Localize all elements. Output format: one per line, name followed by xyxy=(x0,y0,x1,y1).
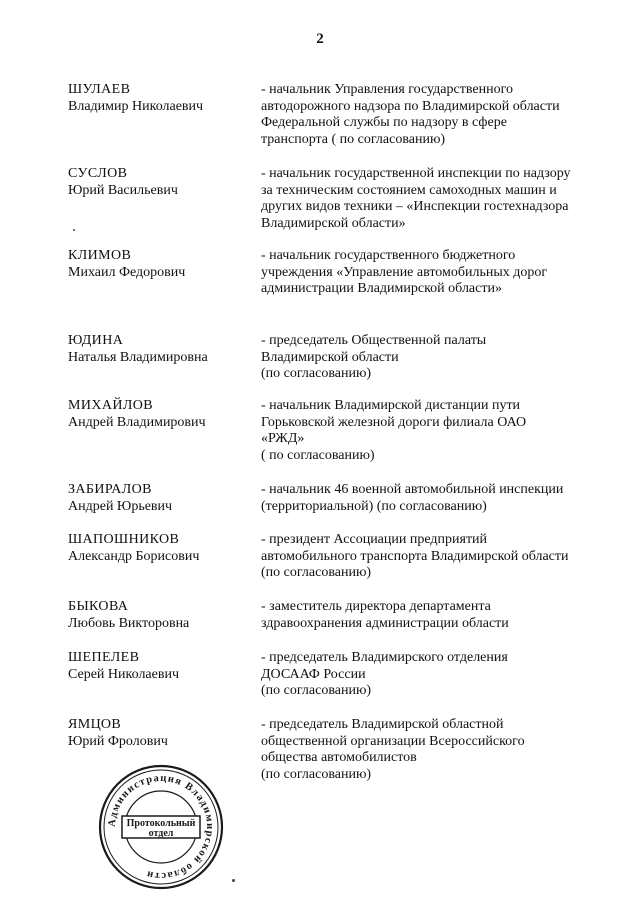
member-given-names: Юрий Васильевич xyxy=(68,182,178,198)
member-role-line: общества автомобилистов xyxy=(261,750,417,765)
protocol-department-stamp xyxy=(96,762,226,892)
stamp-center-line-2: отдел xyxy=(148,828,174,839)
member-role xyxy=(261,248,621,298)
member-role-line: (по согласованию) xyxy=(261,683,372,698)
member-role xyxy=(261,333,621,383)
scan-speck xyxy=(232,879,235,882)
member-name xyxy=(68,398,248,431)
member-role-line: - председатель Общественной палаты xyxy=(261,333,487,348)
member-surname: ЗАБИРАЛОВ xyxy=(68,482,152,497)
member-surname: ШАПОШНИКОВ xyxy=(68,532,180,547)
stamp-ring-text: Администрация Владимирской области xyxy=(106,772,216,882)
member-given-names: Александр Борисович xyxy=(68,548,200,564)
member-role-line: общественной организации Всероссийского xyxy=(261,733,525,749)
member-role-line: Владимирской области» xyxy=(261,215,406,231)
member-role xyxy=(261,650,621,700)
member-name xyxy=(68,82,248,115)
member-role-line: Федеральной службы по надзору в сфере xyxy=(261,115,507,130)
member-given-names: Серей Николаевич xyxy=(68,666,179,682)
member-role-line: учреждения «Управление автомобильных дорог xyxy=(261,264,548,280)
member-name xyxy=(68,333,248,366)
member-role-line: (территориальной) (по согласованию) xyxy=(261,498,487,514)
member-role-line: за техническим состоянием самоходных машин и xyxy=(261,182,557,198)
member-given-names: Наталья Владимировна xyxy=(68,349,208,365)
member-name xyxy=(68,166,248,199)
member-given-names: Андрей Юрьевич xyxy=(68,498,173,514)
member-role-line: автомобильного транспорта Владимирской области xyxy=(261,548,569,564)
member-given-names: Юрий Фролович xyxy=(68,733,168,749)
member-role xyxy=(261,532,621,582)
member-name xyxy=(68,650,248,683)
member-role-line: - начальник 46 военной автомобильной инспекции xyxy=(261,482,564,497)
member-given-names: Любовь Викторовна xyxy=(68,615,190,631)
member-role-line: ( по согласованию) xyxy=(261,447,375,463)
member-given-names: Владимир Николаевич xyxy=(68,98,204,114)
member-role-line: - начальник Владимирской дистанции пути xyxy=(261,398,521,413)
member-role-line: - заместитель директора департамента xyxy=(261,599,491,614)
member-role-line: администрации Владимирской области» xyxy=(261,281,502,296)
member-given-names: Михаил Федорович xyxy=(68,264,186,280)
member-role-line: - начальник Управления государственного xyxy=(261,82,513,97)
member-role-line: Владимирской области xyxy=(261,349,399,365)
member-role-line: ДОСААФ России xyxy=(261,666,366,682)
member-role-line: других видов техники – «Инспекции гостехнадзора xyxy=(261,199,569,214)
member-role-line: - начальник государственного бюджетного xyxy=(261,248,516,263)
member-role xyxy=(261,398,621,464)
stamp-center-line-1: Протокольный xyxy=(126,818,196,829)
member-role-line: Горьковской железной дороги филиала ОАО xyxy=(261,414,527,430)
stamp-seal-icon xyxy=(96,762,226,892)
member-surname: ШЕПЕЛЕВ xyxy=(68,650,140,665)
member-role-line: здравоохранения администрации области xyxy=(261,615,509,631)
member-role-line: - президент Ассоциации предприятий xyxy=(261,532,488,547)
member-role xyxy=(261,482,621,515)
member-role-line: (по согласованию) xyxy=(261,766,372,782)
member-role-line: (по согласованию) xyxy=(261,565,372,580)
member-surname: БЫКОВА xyxy=(68,599,129,614)
member-role-line: (по согласованию) xyxy=(261,366,372,381)
member-name xyxy=(68,717,248,750)
member-role xyxy=(261,166,621,232)
member-surname: ШУЛАЕВ xyxy=(68,82,131,97)
member-role-line: «РЖД» xyxy=(261,431,305,446)
member-name xyxy=(68,248,248,281)
member-role-line: - начальник государственной инспекции по надзору xyxy=(261,166,571,181)
member-name xyxy=(68,532,248,565)
member-given-names: Андрей Владимирович xyxy=(68,414,206,430)
page-number: 2 xyxy=(316,31,324,47)
member-surname: КЛИМОВ xyxy=(68,248,132,263)
member-role-line: автодорожного надзора по Владимирской области xyxy=(261,98,560,114)
member-role xyxy=(261,599,621,632)
member-name xyxy=(68,482,248,515)
member-surname: ЮДИНА xyxy=(68,333,124,348)
member-role-line: транспорта ( по согласованию) xyxy=(261,131,446,147)
member-surname: МИХАЙЛОВ xyxy=(68,398,154,413)
member-role xyxy=(261,717,621,783)
member-name xyxy=(68,599,248,632)
member-role-line: - председатель Владимирской областной xyxy=(261,717,504,732)
member-role-line: - председатель Владимирского отделения xyxy=(261,650,508,665)
scan-speck xyxy=(73,229,75,231)
member-surname: СУСЛОВ xyxy=(68,166,128,181)
member-surname: ЯМЦОВ xyxy=(68,717,122,732)
member-role xyxy=(261,82,621,148)
